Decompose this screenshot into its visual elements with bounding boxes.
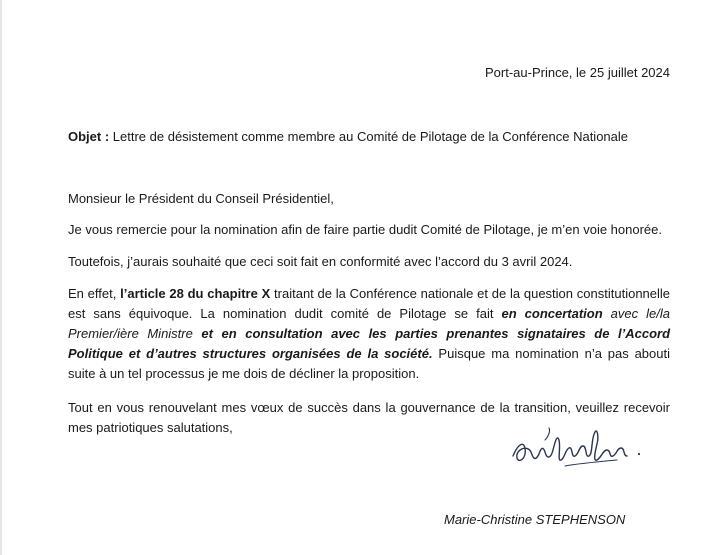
paragraph-thanks: Je vous remercie pour la nomination afin de faire partie dudit Comité de Pilotage, je m’en voie honorée. [68, 222, 663, 237]
subject-label: Objet : [68, 129, 110, 144]
subject-text: Lettre de désistement comme membre au Comité de Pilotage de la Conférence Nationale [109, 129, 629, 144]
main-text-concertation: en concertation [501, 306, 603, 321]
signer-name: Marie-Christine STEPHENSON [444, 512, 626, 527]
handwritten-signature [505, 418, 655, 478]
main-text-ministre: avec le/la Premier/ière Ministre [68, 306, 670, 341]
main-text-7: Puisque ma nomination n’a pas abouti suite à un tel processus je me dois de décliner la proposition. [68, 346, 670, 381]
paragraph-main [68, 284, 670, 384]
main-text-3: traitant de la Conférence nationale et de la question constitutionnelle est sans équivoque. La nomination dudit comité de Pilotage se fait [68, 286, 671, 321]
paragraph-closing: Tout en vous renouvelant mes vœux de succès dans la gouvernance de la transition, veuillez recevoir mes patriotiques salutations, [68, 400, 670, 435]
main-text-consultation: et en consultation avec les parties prenantes signataires de l’Accord Politique et d’autres structures organisées de la société. [68, 326, 671, 361]
salutation: Monsieur le Président du Conseil Présidentiel, [68, 191, 334, 206]
main-text-article: l’article 28 du chapitre X [120, 286, 271, 301]
main-text-1: En effet, [68, 286, 121, 301]
place-date: Port-au-Prince, le 25 juillet 2024 [485, 65, 670, 80]
subject-line [68, 127, 688, 147]
page-edge [0, 0, 2, 555]
paragraph-toutefois: Toutefois, j’aurais souhaité que ceci soit fait en conformité avec l’accord du 3 avril 2024. [68, 254, 573, 269]
